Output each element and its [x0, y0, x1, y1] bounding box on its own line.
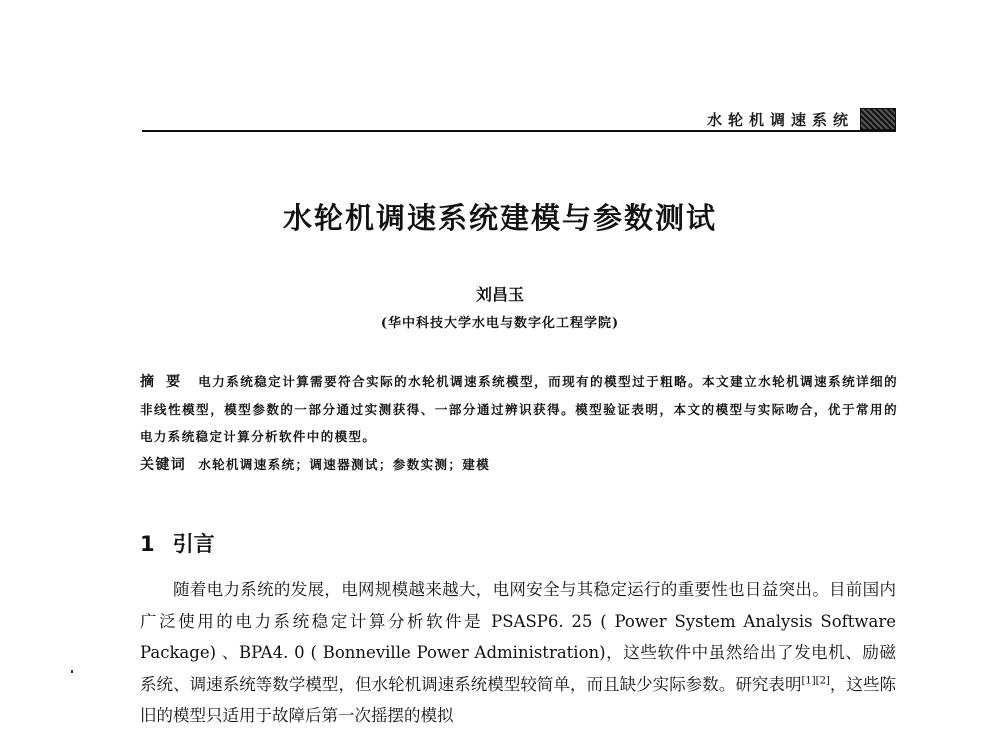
author-affiliation: (华中科技大学水电与数字化工程学院)	[380, 316, 620, 331]
section-number: 1	[140, 532, 155, 556]
keywords-text: 水轮机调速系统；调速器测试；参数实测；建模	[198, 457, 491, 472]
abstract-text: 电力系统稳定计算需要符合实际的水轮机调速系统模型，而现有的模型过于粗略。本文建立水轮机调速系统详细的非线性模型，模型参数的一部分通过实测获得、一部分通过辨识获得。模型验证表明，本文的模型与实际吻合，优于常用的电力系统稳定计算分析软件中的模型。	[140, 374, 898, 444]
header-rule	[142, 130, 896, 132]
running-head-title: 水轮机调速系统	[706, 110, 854, 129]
paper-title: 水轮机调速系统建模与参数测试	[282, 201, 717, 235]
running-head	[707, 108, 896, 130]
section-title: 引言	[172, 532, 215, 556]
keywords-label: 关键词	[140, 457, 187, 473]
section-heading	[140, 528, 215, 558]
citation-ref: [1][2]	[801, 675, 830, 686]
keywords	[140, 454, 490, 474]
journal-logo-icon	[860, 108, 896, 130]
body-paragraph	[140, 574, 896, 732]
scan-speck	[71, 670, 73, 673]
abstract	[140, 368, 898, 450]
body-text-part-2: ，这些陈旧的模型只适用于故障后第一次摇摆的模拟	[140, 674, 897, 725]
abstract-label: 摘要	[140, 374, 193, 390]
author-name: 刘昌玉	[475, 285, 524, 304]
body-text-part-1: 随着电力系统的发展，电网规模越来越大，电网安全与其稳定运行的重要性也日益突出。目前国内广泛使用的电力系统稳定计算分析软件是 PSASP6. 25 ( Power System Analysis Software Package) 、BPA4. 0 ( Bonneville Power Administration)，这些软件中虽然给出了发电机、励磁系统、调速系统等数学模型，但水轮机调速系统模型较简单，而且缺少实际参数。研究表明	[140, 580, 896, 694]
